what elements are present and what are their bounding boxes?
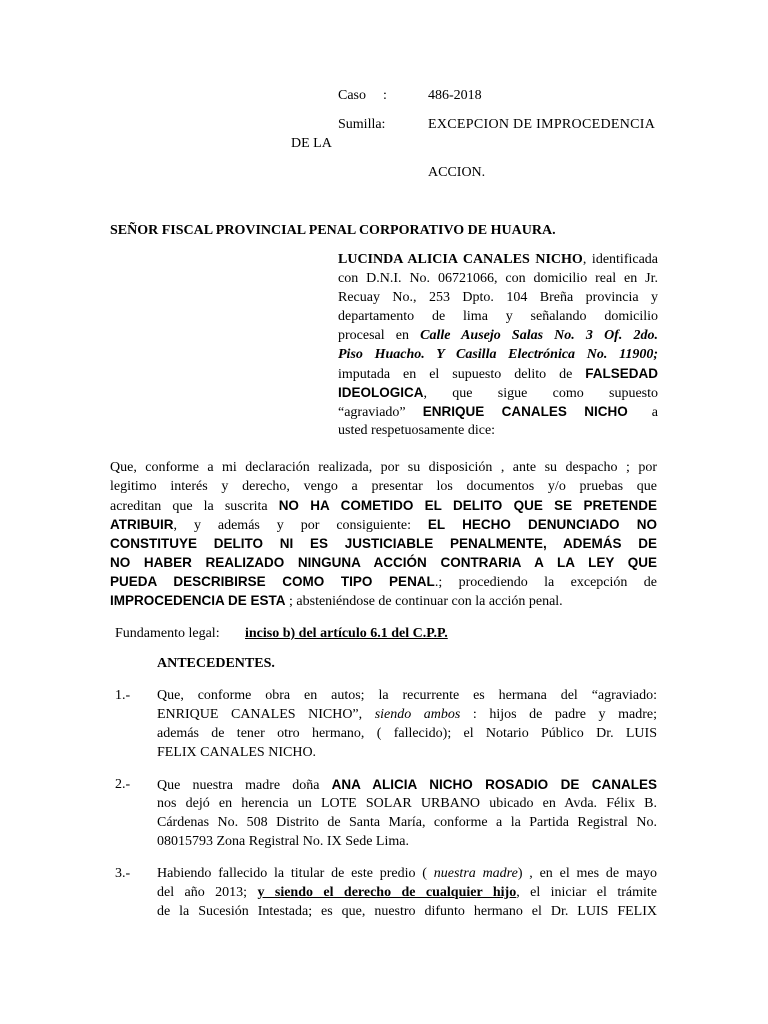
item-line: 08015793 Zona Registral No. IX Sede Lima. (157, 834, 409, 849)
item-line: ) , en el mes de mayo (517, 866, 657, 881)
procesal-address: Calle Ausejo Salas No. 3 Of. 2do. (420, 328, 658, 343)
fundamento-value: inciso b) del artículo 6.1 del C.P.P. (245, 626, 448, 641)
sumilla-value-line2: DE LA (291, 136, 332, 151)
intro-text: procesal en (338, 328, 421, 343)
sumilla-label: Sumilla: (338, 117, 386, 132)
intro-text: Recuay No., 253 Dpto. 104 Breña provincia y (338, 290, 658, 305)
item-number: 1.- (115, 688, 131, 703)
caso-separator: : (383, 88, 387, 103)
intro-text: imputada en el supuesto delito de (338, 367, 586, 382)
item-line: del año 2013; (157, 885, 258, 900)
emphasis-text: CONSTITUYE DELITO NI ES JUSTICIABLE PENALMENTE, ADEMÁS DE (110, 536, 657, 551)
item-line: Habiendo fallecido la titular de este predio ( (157, 866, 434, 881)
item-line: además de tener otro hermano, ( fallecido); el Notario Público Dr. LUIS (157, 726, 657, 741)
caso-value: 486-2018 (428, 88, 482, 103)
item-number: 2.- (115, 777, 131, 792)
intro-text: departamento de lima y señalando domicilio (338, 309, 658, 324)
emphasis-text: ATRIBUIR (110, 517, 174, 532)
intro-text: usted respetuosamente dice: (338, 423, 496, 438)
item-line: , el iniciar el trámite (516, 885, 657, 900)
fundamento-label: Fundamento legal: (115, 626, 220, 641)
intro-text: con D.N.I. No. 06721066, con domicilio real en Jr. (338, 271, 658, 286)
emphasis-text: NO HABER REALIZADO NINGUNA ACCIÓN CONTRARIA A LA LEY QUE (110, 555, 657, 570)
paragraph-line: , y además y por consiguiente: (173, 518, 428, 533)
emphasis-text: IMPROCEDENCIA DE ESTA (110, 593, 286, 608)
antecedente-item-2 (157, 775, 657, 851)
item-line: de la Sucesión Intestada; es que, nuestro difunto hermano el Dr. LUIS FELIX (157, 904, 657, 919)
intro-text: “agraviado” (338, 405, 423, 420)
antecedente-item-3 (157, 864, 657, 921)
sumilla-value-line1: EXCEPCION DE IMPROCEDENCIA (428, 117, 656, 132)
intro-block (338, 250, 658, 440)
emphasis-text: NO HA COMETIDO EL DELITO QUE SE PRETENDE (278, 498, 657, 513)
sumilla-value-line3: ACCION. (428, 165, 486, 180)
addressee-heading: SEÑOR FISCAL PROVINCIAL PENAL CORPORATIVO DE HUAURA. (110, 223, 556, 238)
item-line: ENRIQUE CANALES NICHO”, (157, 707, 375, 722)
intro-text: a (651, 405, 659, 420)
aggrieved-name: ENRIQUE CANALES NICHO (422, 404, 628, 419)
emphasis-text: PUEDA DESCRIBIRSE COMO TIPO PENAL (110, 574, 435, 589)
mother-name: ANA ALICIA NICHO ROSADIO DE CANALES (331, 777, 657, 792)
italic-text: nuestra madre (433, 866, 518, 881)
item-line: Cárdenas No. 508 Distrito de Santa María, conforme a la Partida Registral No. (157, 815, 657, 830)
defendant-name: LUCINDA ALICIA CANALES NICHO (338, 252, 583, 267)
emphasis-text: EL HECHO DENUNCIADO NO (427, 517, 657, 532)
procesal-address-cont: Piso Huacho. Y Casilla Electrónica No. 11900; (338, 347, 658, 362)
underlined-emphasis: y siendo el derecho de cualquier hijo (257, 885, 517, 900)
caso-label: Caso (338, 88, 366, 103)
paragraph-line: .; procediendo la excepción de (434, 575, 657, 590)
intro-text: , identificada (582, 252, 659, 267)
item-line: : hijos de padre y madre; (460, 707, 657, 722)
item-number: 3.- (115, 866, 131, 881)
paragraph-line: acreditan que la suscrita (110, 499, 279, 514)
item-line: Que, conforme obra en autos; la recurrente es hermana del “agraviado: (157, 688, 657, 703)
item-line: FELIX CANALES NICHO. (157, 745, 317, 760)
paragraph-line: legitimo interés y derecho, vengo a presentar los documentos y/o pruebas que (110, 479, 657, 494)
crime-name: FALSEDAD (585, 366, 658, 381)
italic-text: siendo ambos (374, 707, 461, 722)
item-line: nos dejó en herencia un LOTE SOLAR URBANO ubicado en Avda. Félix B. (157, 796, 657, 811)
crime-name-cont: IDEOLOGICA (338, 385, 424, 400)
antecedentes-heading: ANTECEDENTES. (157, 656, 275, 671)
paragraph-line: Que, conforme a mi declaración realizada, por su disposición , ante su despacho ; por (110, 460, 657, 475)
item-line: Que nuestra madre doña (157, 778, 332, 793)
antecedente-item-1 (157, 686, 657, 762)
intro-text: , que sigue como supuesto (423, 386, 658, 401)
body-paragraph (110, 458, 657, 610)
paragraph-line: ; absteniéndose de continuar con la acción penal. (285, 594, 563, 609)
